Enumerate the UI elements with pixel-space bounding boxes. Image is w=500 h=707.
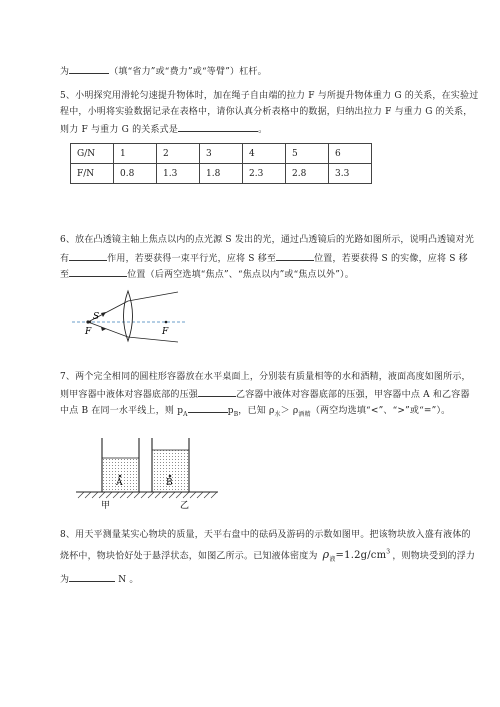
q8-line-3 [60, 572, 139, 586]
focus-left-point [89, 321, 92, 324]
q8-line-1: 8、用天平测量某实心物块的质量，天平右盘中的砝码及游码的示数如图甲。把该物块放入盛有液体的 [60, 530, 471, 540]
label-jia: 甲 [101, 501, 111, 511]
q4-suffix: （填“省力”或“费力”或“等臂”）杠杆。 [109, 67, 267, 77]
q5-line-1: 5、小明探究用滑轮匀速提升物体时，加在绳子自由端的拉力 F 与所提升物体重力 G 的关系，在实验过 [60, 91, 479, 101]
table-cell: 2.3 [243, 164, 286, 184]
containers-diagram [72, 428, 222, 512]
point-a [119, 475, 122, 478]
q6-line-2-a: 有 [60, 254, 70, 264]
q7-line-3-a: 中点 B 在同一水平线上，则 p [60, 406, 184, 416]
q8-line-2-b: ，则物块受到的浮力 [392, 551, 476, 562]
table-cell: 1 [114, 144, 157, 164]
q8-rho-value: =1.2g/cm [335, 550, 387, 562]
q7-line-3-e: （两空均选填“<”、“>”或“=”）。 [310, 406, 451, 416]
q5-line-3-suffix: 。 [258, 125, 268, 135]
point-b [169, 475, 172, 478]
q7-line-2-b: 乙容器中液体对容器底部的压强，甲容器中点 A 和乙容器 [236, 390, 470, 400]
table-cell: 0.8 [114, 164, 157, 184]
arrow-upper-in [101, 312, 106, 317]
q7-sub-a: A [183, 410, 188, 418]
label-f-right: F [162, 327, 169, 337]
q8-line-2 [60, 547, 475, 566]
q5-line-3-prefix: 则力 F 与重力 G 的关系式是 [60, 125, 179, 135]
table-row [71, 164, 372, 184]
q6-line-2 [60, 251, 468, 265]
lens-diagram [66, 285, 190, 343]
q6-line-3 [60, 267, 354, 281]
q8-answer-blank[interactable] [69, 572, 115, 582]
table-cell: 2.8 [286, 164, 329, 184]
q6-line-3-a: 至 [60, 270, 70, 280]
q4-line [60, 64, 267, 78]
label-b: B [166, 478, 173, 488]
q5-line-3 [60, 122, 267, 136]
table-cell: 3 [200, 144, 243, 164]
q8-line-2-a: 烧杯中，物块恰好处于悬浮状态，如图乙所示。已知液体密度为 [60, 551, 318, 562]
q8-rho: ρ [322, 548, 330, 562]
label-a: A [116, 478, 123, 488]
q8-density-formula [322, 548, 391, 564]
q7-sub-water: 水 [274, 410, 281, 418]
label-yi: 乙 [180, 501, 190, 511]
convex-lens [124, 291, 133, 341]
table-row [71, 144, 372, 164]
table-cell: 6 [329, 144, 372, 164]
q6-line-2-c: 位置，若要获得 S 的实像，应将 S 移 [314, 254, 468, 264]
q8-line-3-a: 为 [60, 575, 70, 585]
q6-answer-blank-2[interactable] [276, 251, 314, 261]
q7-line-2-a: 则甲容器中液体对容器底部的压强 [60, 390, 199, 400]
q4-prefix: 为 [60, 67, 70, 77]
table-cell: 4 [243, 144, 286, 164]
table-cell: F/N [71, 164, 114, 184]
table-cell: 1.8 [200, 164, 243, 184]
q7-sub-b: B [233, 410, 239, 418]
table-cell: 3.3 [329, 164, 372, 184]
q6-answer-blank-1[interactable] [69, 251, 107, 261]
q7-line-3-d: ＞ ρ [280, 406, 299, 416]
label-s: S [93, 312, 100, 322]
q7-line-3-c: ，已知 ρ [238, 406, 275, 416]
q8-rho-exp: 3 [386, 549, 391, 556]
q6-answer-blank-3[interactable] [69, 267, 127, 277]
ray-lower-out [128, 337, 178, 342]
ray-lower-in [88, 322, 128, 337]
label-f-left: F [85, 327, 92, 337]
q5-line-2: 程中，小明将实验数据记录在表格中，请你认真分析表格中的数据，归纳出拉力 F 与重力 G 的关系， [60, 107, 473, 117]
table-hatching [78, 492, 217, 498]
q7-sub-alcohol: 酒精 [298, 410, 311, 418]
q5-data-table [70, 143, 372, 184]
table-cell: 5 [286, 144, 329, 164]
table-cell: 1.3 [157, 164, 200, 184]
q5-answer-blank[interactable] [178, 122, 258, 132]
q6-line-2-b: 作用，若要获得一束平行光，应将 S 移至 [107, 254, 277, 264]
focus-right-point [165, 321, 168, 324]
q7-answer-blank-2[interactable] [188, 403, 228, 413]
table-cell: G/N [71, 144, 114, 164]
q7-answer-blank-1[interactable] [198, 387, 236, 397]
q7-line-1: 7、两个完全相同的圆柱形容器放在水平桌面上，分别装有质量相等的水和酒精，液面高度如图所示， [60, 372, 471, 382]
table-cell: 2 [157, 144, 200, 164]
q7-line-3-b: p [227, 406, 234, 416]
q7-line-2 [60, 387, 470, 401]
ray-upper-out [128, 292, 178, 301]
q8-rho-sub: 液 [329, 556, 336, 564]
q7-line-3 [60, 403, 450, 421]
q4-answer-blank[interactable] [69, 64, 109, 74]
q8-line-3-b: N 。 [118, 575, 139, 585]
q6-line-1: 6、放在凸透镜主轴上焦点以内的点光源 S 发出的光，通过凸透镜后的光路如图所示，说明凸透镜对光 [60, 235, 475, 245]
q6-line-3-b: 位置（后两空选填“焦点”、“焦点以内”或“焦点以外”）。 [127, 270, 354, 280]
